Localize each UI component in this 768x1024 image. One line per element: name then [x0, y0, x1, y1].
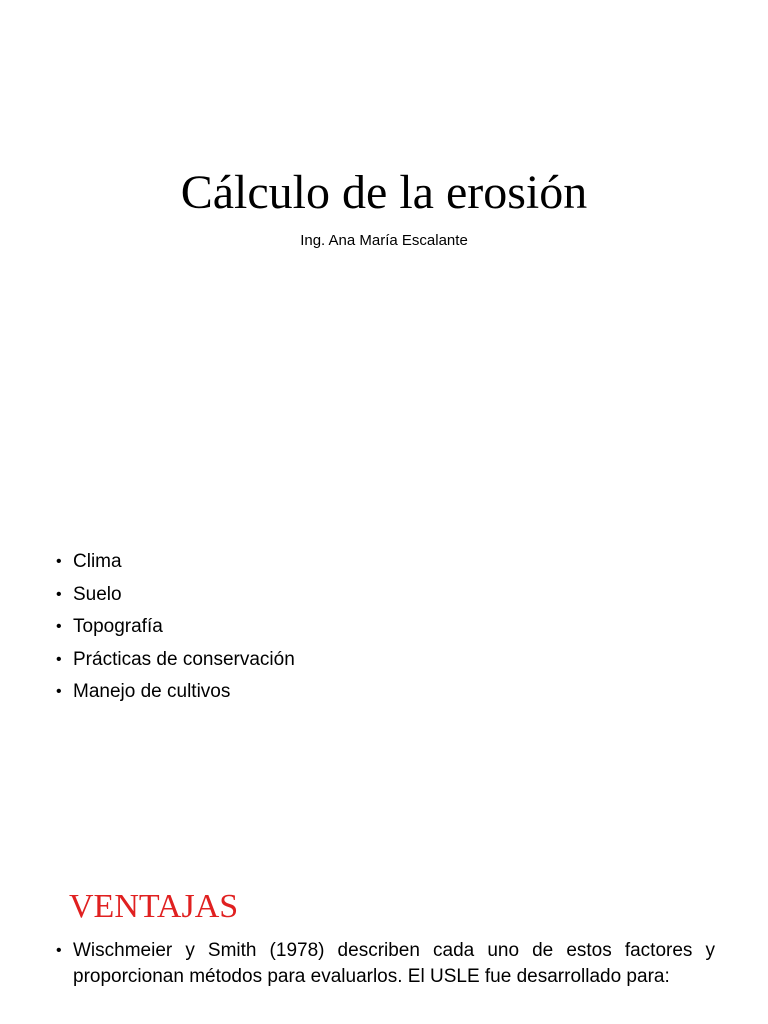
bullet-icon: •: [56, 553, 62, 570]
ventajas-paragraph: [56, 938, 715, 990]
factors-list: [56, 548, 295, 711]
slide-subtitle-author: Ing. Ana María Escalante: [300, 232, 468, 249]
slide-title: Cálculo de la erosión: [180, 166, 588, 219]
list-item: [56, 548, 295, 581]
list-item-label: Suelo: [73, 583, 122, 605]
list-item-label: Prácticas de conservación: [73, 648, 295, 670]
bullet-icon: •: [56, 618, 62, 635]
bullet-icon: •: [56, 942, 62, 959]
list-item-label: Topografía: [73, 616, 163, 637]
list-item: [56, 678, 295, 711]
list-item-label: Manejo de cultivos: [73, 681, 231, 702]
list-item-label: Clima: [73, 551, 122, 572]
list-item: [56, 581, 295, 614]
list-item: [56, 646, 295, 679]
bullet-icon: •: [56, 585, 62, 603]
bullet-icon: •: [56, 683, 62, 700]
bullet-icon: •: [56, 650, 62, 668]
ventajas-paragraph-text: Wischmeier y Smith (1978) describen cada uno de estos factores y proporcionan métodos para evaluarlos. El USLE fue desarrollado para:: [73, 940, 715, 987]
list-item: [56, 613, 295, 646]
ventajas-heading: VENTAJAS: [69, 888, 239, 925]
